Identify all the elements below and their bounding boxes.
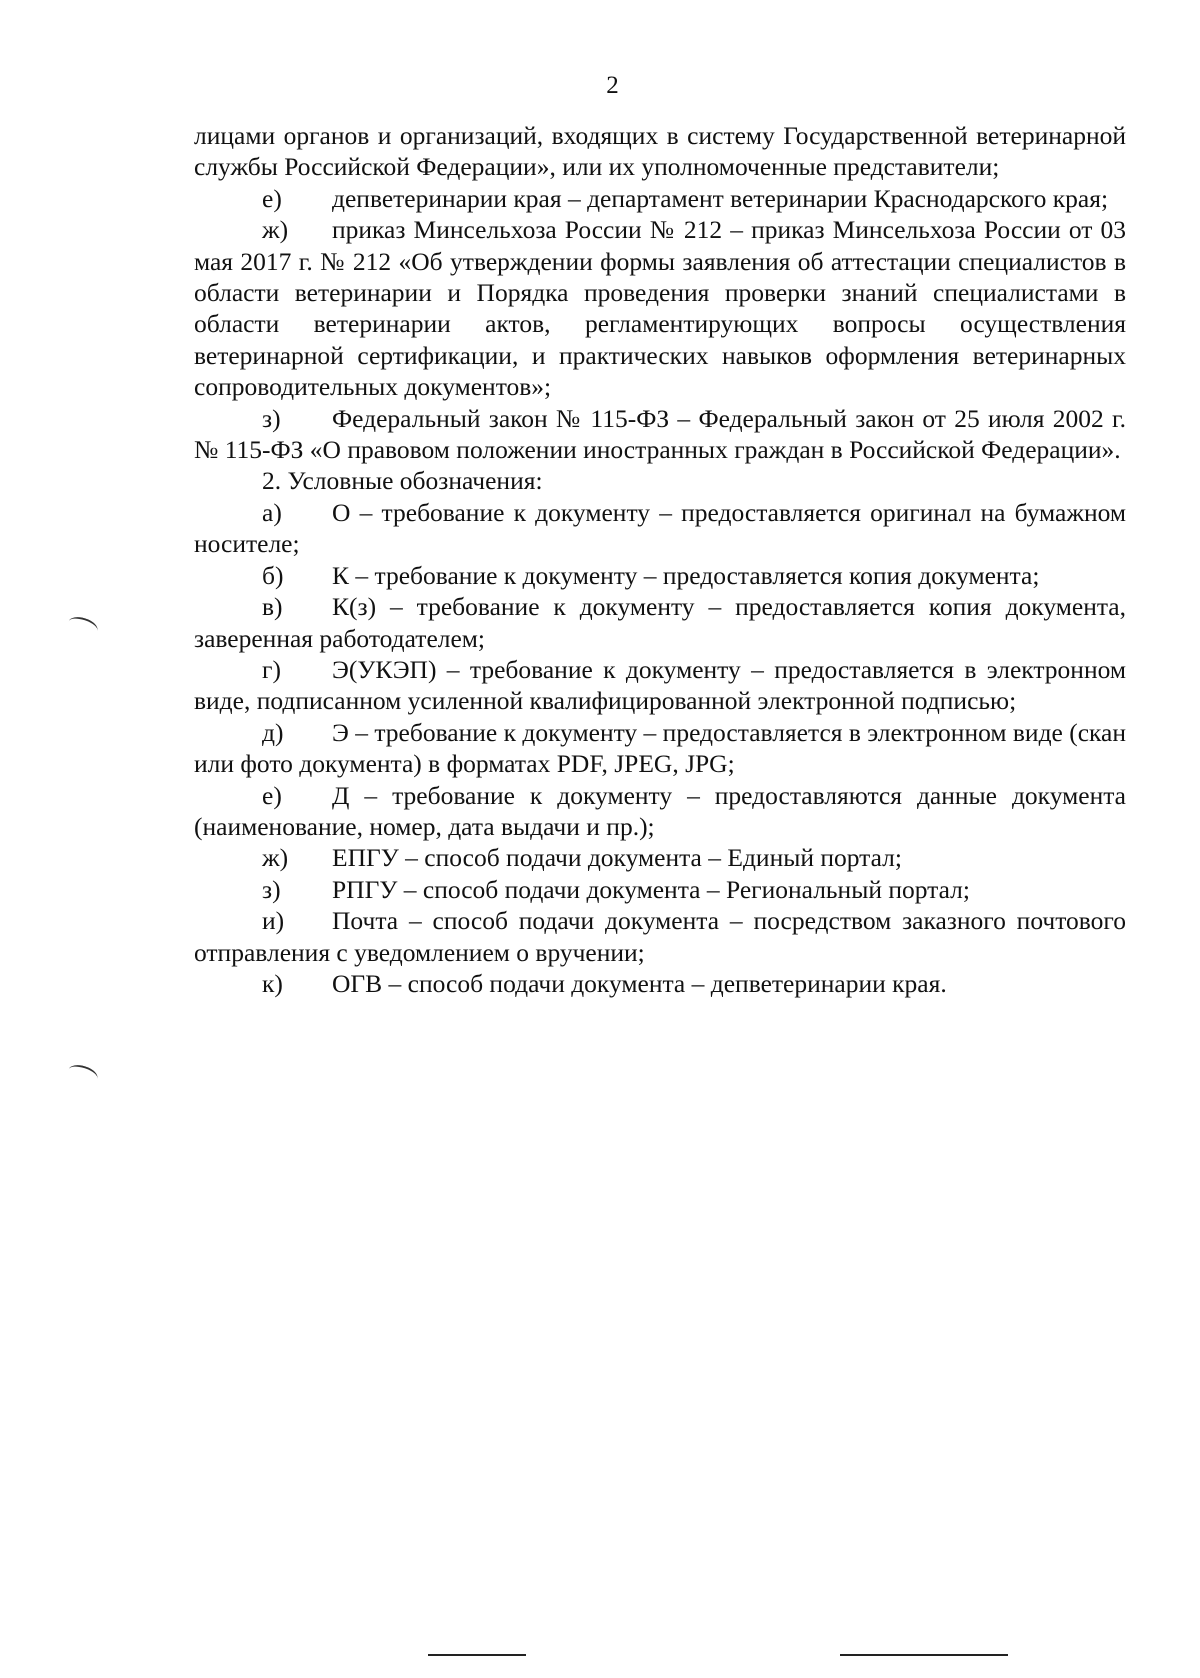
list-marker: в)	[262, 592, 283, 622]
list-marker: е)	[262, 183, 282, 213]
list-marker: б)	[262, 560, 284, 590]
scan-artifact-mark	[66, 614, 99, 638]
list-item	[194, 403, 1126, 466]
document-body	[194, 120, 1126, 999]
section-heading: 2. Условные обозначения:	[262, 466, 543, 496]
list-item-text: Э – требование к документу – предоставляется в электронном виде (скан или фото документа) в форматах PDF, JPEG, JPG;	[194, 717, 1127, 779]
list-item	[194, 560, 1126, 591]
list-item-text: Д – требование к документу – предоставляются данные документа (наименование, номер, дата выдачи и пр.);	[194, 780, 1126, 841]
list-marker: к)	[262, 968, 283, 998]
list-item-text: ОГВ – способ подачи документа – депветеринарии края.	[332, 968, 947, 998]
list-item-text: К – требование к документу – предоставляется копия документа;	[332, 560, 1040, 590]
list-item-text: депветеринарии края – департамент ветеринарии Краснодарского края;	[332, 183, 1109, 213]
footer-rule	[428, 1654, 526, 1656]
list-item	[194, 905, 1126, 968]
list-item-text: Федеральный закон № 115-ФЗ – Федеральный закон от 25 июля 2002 г. № 115-ФЗ «О правовом положении иностранных граждан в Российской Федерации».	[194, 403, 1126, 465]
list-item	[194, 654, 1126, 717]
list-marker: а)	[262, 497, 282, 527]
list-item	[194, 214, 1126, 402]
list-item	[194, 780, 1126, 843]
list-marker: з)	[262, 403, 281, 433]
list-item-text: Почта – способ подачи документа – посредством заказного почтового отправления с уведомлением о вручении;	[194, 906, 1126, 967]
footer-rule	[840, 1654, 1008, 1656]
list-marker: з)	[262, 874, 281, 904]
list-marker: ж)	[262, 215, 289, 245]
list-marker: ж)	[262, 843, 289, 873]
list-item	[194, 591, 1126, 654]
list-item-text: К(з) – требование к документу – предоставляется копия документа, заверенная работодателем;	[194, 592, 1126, 653]
list-item	[194, 717, 1126, 780]
scan-artifact-mark	[66, 1062, 99, 1086]
list-marker: г)	[262, 654, 281, 684]
list-item	[194, 874, 1126, 905]
list-item-text: Э(УКЭП) – требование к документу – предоставляется в электронном виде, подписанном усиленной квалифицированной электронной подписью;	[194, 654, 1126, 716]
list-item-text: О – требование к документу – предоставляется оригинал на бумажном носителе;	[194, 497, 1126, 559]
list-item-text: РПГУ – способ подачи документа – Региональный портал;	[332, 874, 970, 904]
intro-paragraph: лицами органов и организаций, входящих в систему Государственной ветеринарной службы Российской Федерации», или их уполномоченные представители;	[194, 121, 1126, 182]
list-marker: и)	[262, 906, 285, 936]
list-item	[194, 968, 1126, 999]
list-item	[194, 842, 1126, 873]
page-number: 2	[606, 72, 619, 99]
list-item	[194, 497, 1126, 560]
list-item	[194, 183, 1126, 214]
list-item-text: ЕПГУ – способ подачи документа – Единый портал;	[332, 843, 902, 873]
list-marker: е)	[262, 780, 282, 810]
list-item-text: приказ Минсельхоза России № 212 – приказ Минсельхоза России от 03 мая 2017 г. № 212 «Об утверждении формы заявления об аттестации специалистов в области ветеринарии и Порядка проведения проверки знаний специалистами в области ветеринарии актов, регламентирующих вопросы осуществления ветеринарной сертификации, и практических навыков оформления ветеринарных сопроводительных документов»;	[194, 215, 1126, 402]
list-marker: д)	[262, 717, 284, 747]
